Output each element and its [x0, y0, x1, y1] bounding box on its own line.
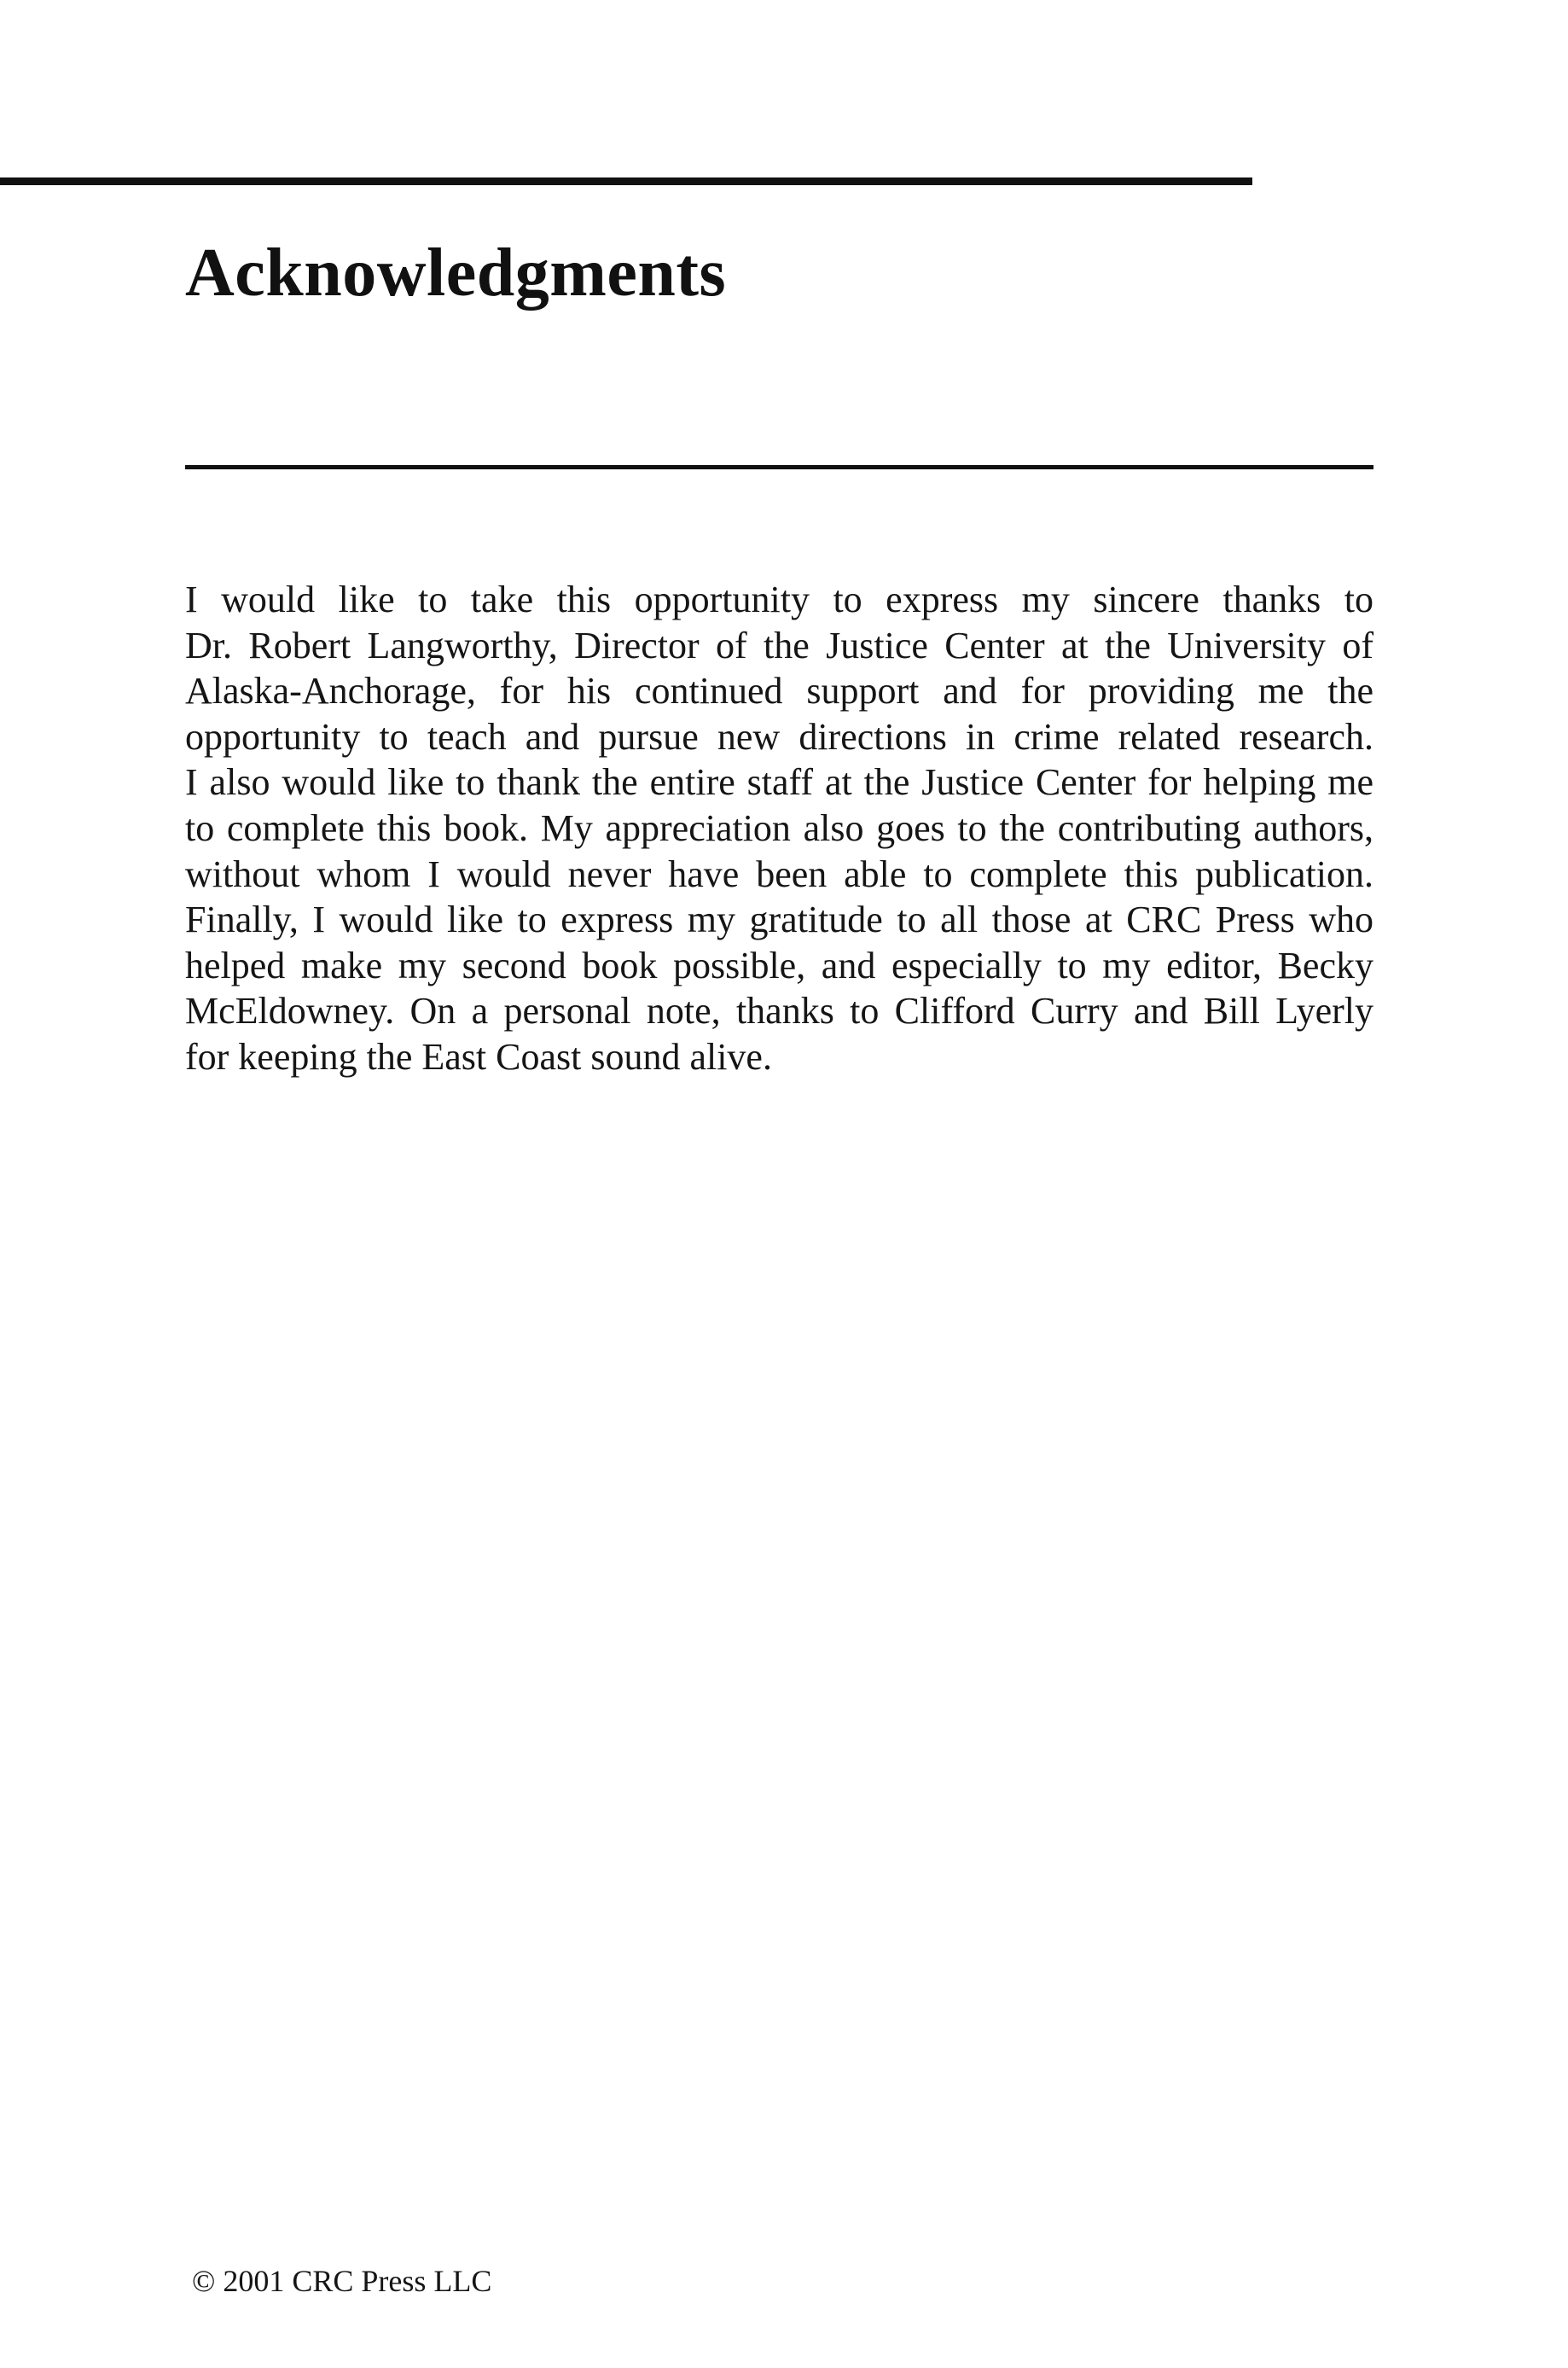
paragraph-line: for keeping the East Coast sound alive.: [185, 1035, 772, 1078]
section-divider: [185, 465, 1373, 469]
paragraph-line: to complete this book. My appreciation also goes to the contributing authors,: [185, 806, 1373, 849]
paragraph-line: helped make my second book possible, and especially to my editor, Becky: [185, 944, 1373, 986]
paragraph-line: McEldowney. On a personal note, thanks to Clifford Curry and Bill Lyerly: [185, 990, 1373, 1033]
paragraph-line: opportunity to teach and pursue new directions in crime related research.: [185, 715, 1373, 758]
paragraph-line: I also would like to thank the entire staff at the Justice Center for helping me: [185, 761, 1373, 804]
paragraph-line: I would like to take this opportunity to express my sincere thanks to: [185, 579, 1373, 620]
paragraph-line: without whom I would never have been able to complete this publication.: [185, 852, 1373, 895]
page-title: Acknowledgments: [185, 236, 727, 311]
top-rule: [0, 177, 1252, 185]
paragraph-line: Dr. Robert Langworthy, Director of the Justice Center at the University of: [185, 624, 1373, 666]
paragraph-line: Alaska-Anchorage, for his continued support and for providing me the: [185, 670, 1373, 713]
copyright-footer: © 2001 CRC Press LLC: [192, 2264, 492, 2298]
acknowledgments-paragraph: [185, 577, 1373, 1080]
paragraph-line: Finally, I would like to express my gratitude to all those at CRC Press who: [185, 899, 1373, 941]
